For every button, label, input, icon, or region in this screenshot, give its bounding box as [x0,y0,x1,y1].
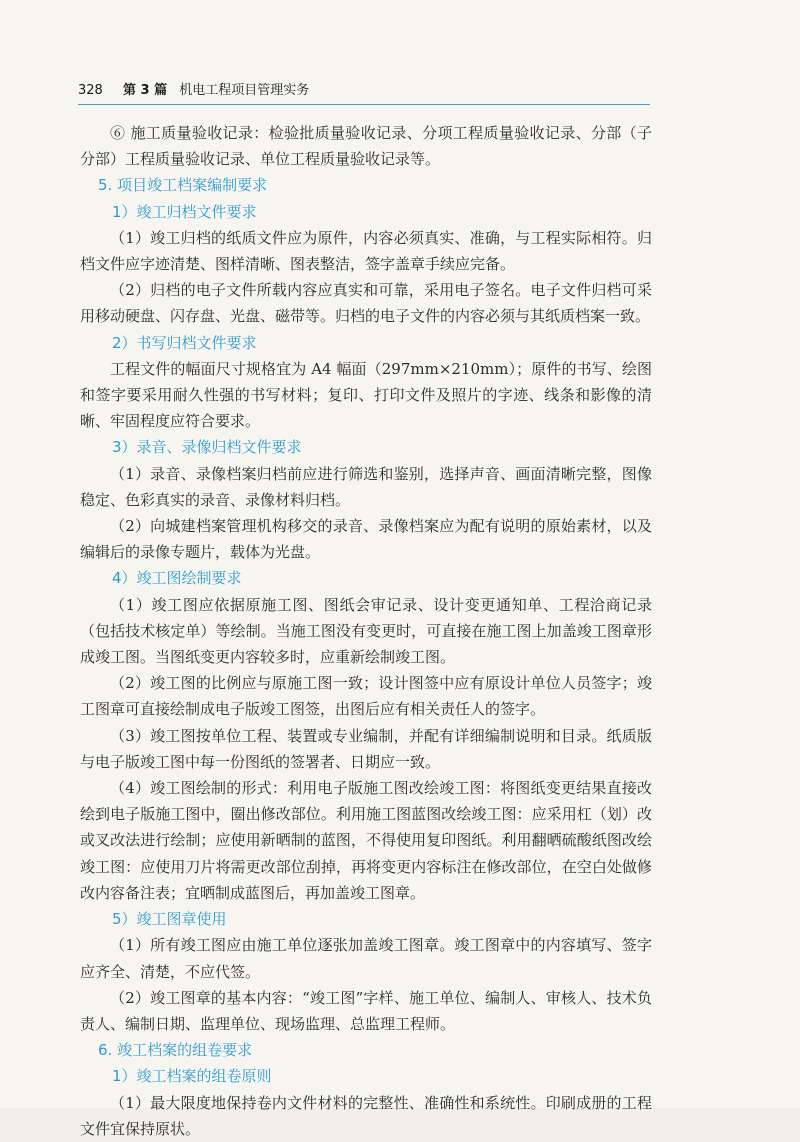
body-paragraph: （3）竣工图按单位工程、装置或专业编制，并配有详细编制说明和目录。纸质版与电子版竣工图中每一份图纸的签署者、日期应一致。 [80,726,652,771]
section-heading: 5. 项目竣工档案编制要求 [98,176,268,195]
part-label: 第 3 篇 [122,83,168,98]
page-body [80,120,652,1142]
body-paragraph: 工程文件的幅面尺寸规格宜为 A4 幅面（297mm×210mm）；原件的书写、绘图和签字要采用耐久性强的书写材料；复印、打印文件及照片的字迹、线条和影像的清晰、牢固程度应符合要求。 [80,359,652,431]
body-paragraph: ⑥ 施工质量验收记录：检验批质量验收记录、分项工程质量验收记录、分部（子分部）工程质量验收记录、单位工程质量验收记录等。 [80,124,652,169]
section-heading: 6. 竣工档案的组卷要求 [98,1041,253,1060]
subsection-heading: 1）竣工档案的组卷原则 [112,1067,272,1086]
body-paragraph: （1）竣工图应依据原施工图、图纸会审记录、设计变更通知单、工程洽商记录（包括技术核定单）等绘制。当施工图没有变更时，可直接在施工图上加盖竣工图章形成竣工图。当图纸变更内容较多时，应重新绘制竣工图。 [80,595,652,667]
body-paragraph: （2）竣工图的比例应与原施工图一致；设计图签中应有原设计单位人员签字；竣工图章可直接绘制成电子版竣工图签，出图后应有相关责任人的签字。 [80,674,652,719]
body-paragraph: （1）所有竣工图应由施工单位逐张加盖竣工图章。竣工图章中的内容填写、签字应齐全、清楚，不应代签。 [80,936,652,981]
subsection-heading: 2）书写归档文件要求 [112,333,257,352]
subsection-heading: 3）录音、录像归档文件要求 [112,438,302,457]
book-title: 机电工程项目管理实务 [179,83,310,98]
page-number: 328 [78,83,103,98]
body-paragraph: （4）竣工图绘制的形式：利用电子版施工图改绘竣工图：将图纸变更结果直接改绘到电子版施工图中，圈出修改部位。利用施工图蓝图改绘竣工图：应采用杠（划）改或叉改法进行绘制；应使用新晒制的蓝图，不得使用复印图纸。利用翻晒硫酸纸图改绘竣工图：应使用刀片将需更改部位刮掉，再将变更内容标注在修改部位，在空白处做修改内容备注表；宜晒制成蓝图后，再加盖竣工图章。 [80,779,652,902]
body-paragraph: （1）最大限度地保持卷内文件材料的完整性、准确性和系统性。印刷成册的工程文件宜保持原状。 [80,1093,652,1138]
body-paragraph: （2）竣工图章的基本内容：“竣工图”字样、施工单位、编制人、审核人、技术负责人、编制日期、监理单位、现场监理、总监理工程师。 [80,988,652,1033]
subsection-heading: 1）竣工归档文件要求 [112,202,257,221]
body-paragraph: （2）向城建档案管理机构移交的录音、录像档案应为配有说明的原始素材，以及编辑后的录像专题片，载体为光盘。 [80,517,652,562]
subsection-heading: 5）竣工图章使用 [112,910,227,929]
body-paragraph: （1）竣工归档的纸质文件应为原件，内容必须真实、准确，与工程实际相符。归档文件应字迹清楚、图样清晰、图表整洁，签字盖章手续应完备。 [80,228,652,274]
body-paragraph: （2）归档的电子文件所载内容应真实和可靠，采用电子签名。电子文件归档可采用移动硬盘、闪存盘、光盘、磁带等。归档的电子文件的内容必须与其纸质档案一致。 [80,281,652,326]
running-header [78,80,650,105]
subsection-heading: 4）竣工图绘制要求 [112,569,242,588]
body-paragraph: （1）录音、录像档案归档前应进行筛选和鉴别，选择声音、画面清晰完整，图像稳定、色彩真实的录音、录像材料归档。 [80,464,652,509]
